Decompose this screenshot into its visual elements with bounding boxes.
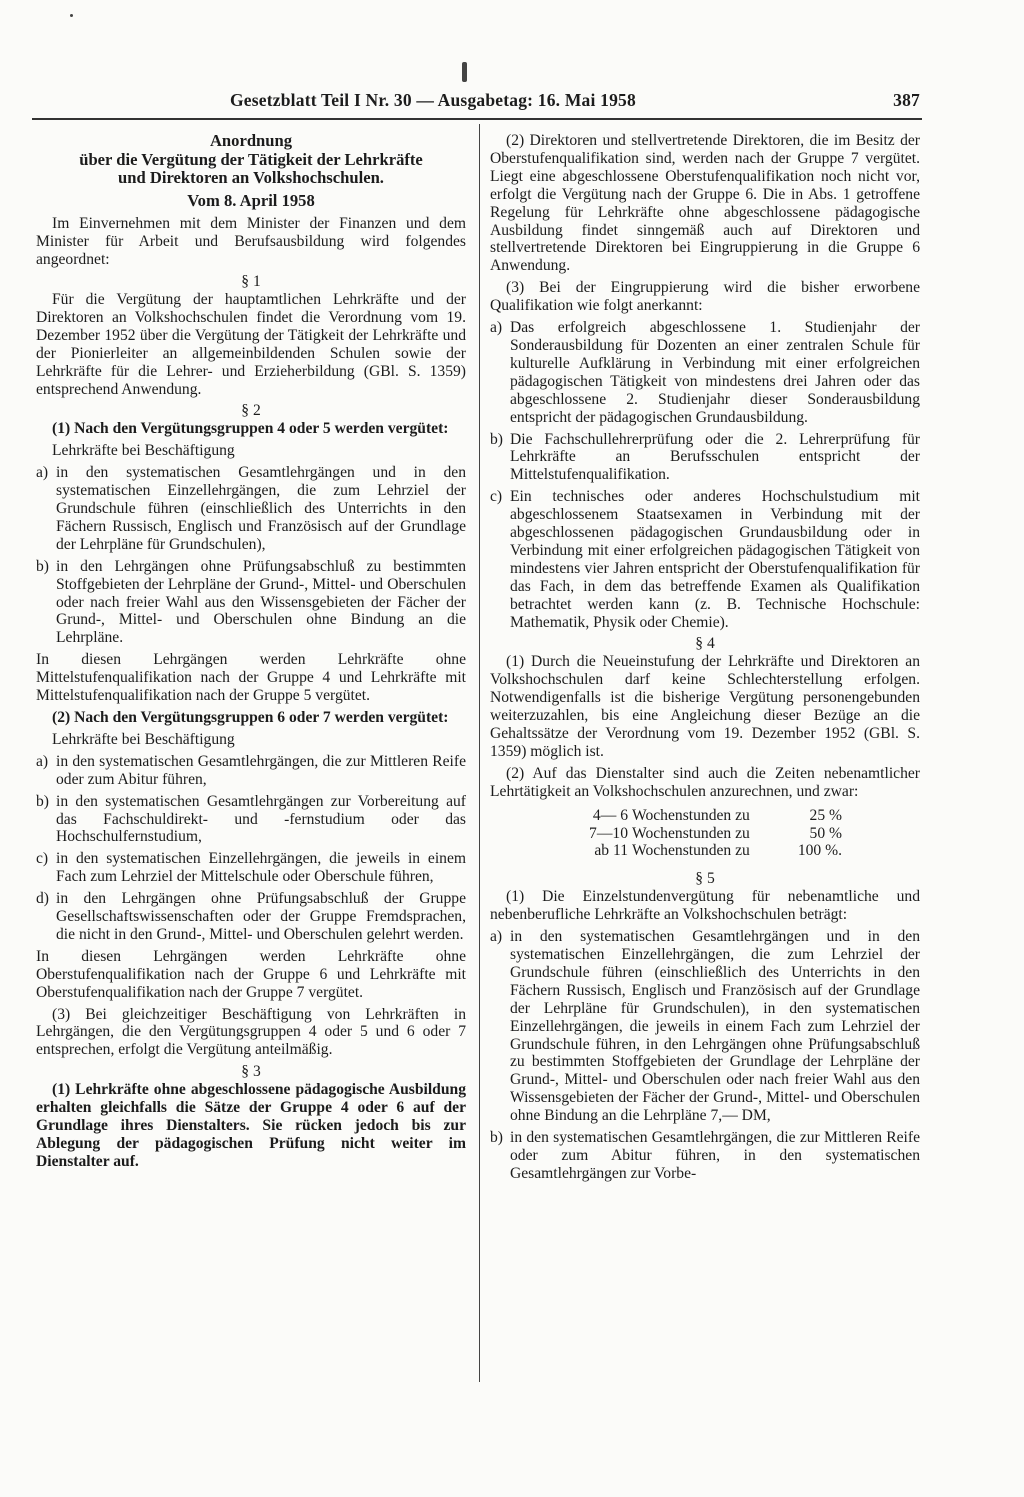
list-label: b)	[490, 1129, 503, 1147]
intro-paragraph: Im Einvernehmen mit dem Minister der Finanzen und dem Minister für Arbeit und Berufsausbildung wird folgendes angeordnet:	[36, 215, 466, 269]
list-text: in den systematischen Gesamtlehrgängen und in den systematischen Einzellehrgängen, die zum Lehrziel der Grundschule führen (einschließlich des Unterrichts in den Fächern Russisch, Englisch und Französisch auf der Grundlage der Lehrpläne für Grundschulen),	[56, 464, 466, 553]
section-5-heading: § 5	[695, 870, 715, 888]
list-label: a)	[36, 752, 49, 770]
section-1-heading: § 1	[241, 273, 261, 291]
list-label: c)	[490, 488, 503, 506]
section-2-1-heading: (1) Nach den Vergütungsgruppen 4 oder 5 werden vergütet:	[52, 420, 449, 438]
list-label: a)	[490, 928, 503, 946]
list-item	[490, 1129, 920, 1183]
list-text: in den systematischen Gesamtlehrgängen, die zur Mittleren Reife oder zum Abitur führen,	[56, 752, 466, 788]
section-3-1-text: (1) Lehrkräfte ohne abgeschlossene pädagogische Ausbildung erhalten gleichfalls die Sätze der Gruppe 4 oder 6 auf der Grundlage ihres Dienstalters. Sie rücken jedoch bis zur Ablegung der pädagogischen Prüfung nicht weiter im Dienstalter auf.	[36, 1081, 466, 1170]
list-label: a)	[36, 464, 49, 482]
section-3-3-heading: (3) Bei der Eingruppierung wird die bisher erworbene Qualifikation wie folgt anerkannt:	[490, 279, 920, 315]
table-row	[490, 807, 920, 825]
list-item	[490, 319, 920, 426]
table-cell: 4— 6	[592, 806, 628, 824]
print-speck	[70, 14, 73, 17]
page-header	[230, 90, 920, 114]
section-3-heading: § 3	[241, 1063, 261, 1081]
seniority-table	[490, 807, 920, 861]
list-item	[490, 431, 920, 485]
header-rule	[32, 118, 922, 120]
column-divider	[479, 124, 480, 1382]
document-date: Vom 8. April 1958	[187, 190, 315, 210]
list-label: d)	[36, 890, 49, 908]
section-2-heading: § 2	[241, 402, 261, 420]
list-label: c)	[36, 850, 49, 868]
section-2-2-subheading: Lehrkräfte bei Beschäftigung	[52, 730, 235, 748]
section-4-2-text: (2) Auf das Dienstalter sind auch die Zeiten nebenamtlicher Lehrtätigkeit an Volkshochschulen anzurechnen, und zwar:	[490, 764, 920, 800]
section-2-3-text: (3) Bei gleichzeitiger Beschäftigung von Lehrkräften in Lehrgängen, die den Vergütungsgruppen 4 oder 5 und 6 oder 7 entsprechen, erfolgt die Vergütung anteilmäßig.	[36, 1005, 466, 1059]
section-4-heading: § 4	[695, 635, 715, 653]
table-cell: Wochenstunden zu	[632, 824, 750, 842]
section-1-text: Für die Vergütung der hauptamtlichen Lehrkräfte und der Direktoren an Volkshochschulen findet die Verordnung vom 19. Dezember 1952 über die Vergütung der Tätigkeit der Lehrkräfte und der Pionierleiter an allgemeinbildenden Schulen sowie der Lehrkräfte für die Lehrer- und Erzieherbildung (GBl. S. 1359) entsprechend Anwendung.	[36, 291, 466, 398]
list-item	[36, 890, 466, 944]
table-cell: ab 11	[594, 842, 628, 860]
list-label: b)	[490, 430, 503, 448]
section-2-2-closing: In diesen Lehrgängen werden Lehrkräfte ohne Oberstufenqualifikation nach der Gruppe 6 und Lehrkräfte mit Oberstufenqualifikation nach der Gruppe 7 vergütet.	[36, 947, 466, 1001]
list-text: in den systematischen Gesamtlehrgängen und in den systematischen Einzellehrgängen, die zum Lehrziel der Grundschule führen (einschließlich des Unterrichts in den Fächern Russisch, Englisch und Französisch auf der Grundlage der Lehrpläne für Grundschulen), in den systematischen Einzellehrgängen, die jeweils in einem Fach zum Lehrziel der Grundschule führen, in den Lehrgängen ohne Prüfungsabschluß zu bestimmten Stoffgebieten der Grundlage der Lehrpläne der Grund-, Mittel- und Oberschulen oder nach freier Wahl aus den Wissensgebieten der Fächer der Grund-, Mittel- und Oberschulen ohne Bindung an die Lehrpläne 7,— DM,	[510, 928, 920, 1125]
list-text: Das erfolgreich abgeschlossene 1. Studienjahr der Sonderausbildung für Dozenten an einer zentralen Schule für kulturelle Aufklärung in Verbindung mit einer erfolgreichen pädagogischen Tätigkeit von mindestens drei Jahren oder das abgeschlossene 2. Studienjahr dieser Sonderausbildung entspricht der pädagogischen Grundausbildung.	[510, 319, 920, 426]
header-title: Gesetzblatt Teil I Nr. 30 — Ausgabetag: 16. Mai 1958	[230, 90, 636, 110]
section-2-1-subheading: Lehrkräfte bei Beschäftigung	[52, 442, 235, 460]
list-text: Ein technisches oder anderes Hochschulstudium mit abgeschlossenem Staatsexamen in Verbindung mit der abgeschlossenen pädagogischen Grundausbildung oder in Verbindung mit einer erfolgreichen pädagogischen Tätigkeit von mindestens vier Jahren entspricht der Oberstufenqualifikation für das Fach, in dem das betreffende Examen als Qualifikation betrachtet werden kann (z. B. Technische Hochschule: Mathematik, Physik oder Chemie).	[510, 488, 920, 631]
list-item	[36, 558, 466, 648]
list-text: in den Lehrgängen ohne Prüfungsabschluß der Gruppe Gesellschaftswissenschaften oder der Gruppe Fremdsprachen, die nicht in den Grund-, Mittel- und Oberschulen gelehrt werden.	[56, 890, 466, 943]
table-row	[490, 842, 920, 860]
title-line: Anordnung	[209, 131, 293, 150]
document-title	[36, 132, 466, 188]
section-4-1-text: (1) Durch die Neueinstufung der Lehrkräfte und Direktoren an Volkshochschulen darf keine Schlechterstellung erfolgen. Notwendigenfalls ist die bisherige Vergütung personengebunden weiterzuzahlen, bis eine Angleichung dieser Bezüge an die Gehaltssätze der Verordnung vom 19. Dezember 1952 (GBl. S. 1359) möglich ist.	[490, 653, 920, 760]
table-cell: 50 %	[809, 824, 842, 842]
list-text: in den Lehrgängen ohne Prüfungsabschluß zu bestimmten Stoffgebieten der Lehrpläne der Grund-, Mittel- und Oberschulen oder nach freier Wahl aus den Wissensgebieten der Fächer der Grund-, Mittel- und Oberschulen ohne Bindung an die Lehrpläne.	[56, 557, 466, 647]
list-item	[36, 464, 466, 554]
list-text: in den systematischen Gesamtlehrgängen zur Vorbereitung auf das Fachschuldirekt- und -fernstudium oder das Hochschulfernstudium,	[56, 792, 466, 846]
section-2-1-closing: In diesen Lehrgängen werden Lehrkräfte ohne Mittelstufenqualifikation nach der Gruppe 4 und Lehrkräfte mit Mittelstufenqualifikation nach der Gruppe 5 vergütet.	[36, 651, 466, 705]
table-cell: 25 %	[809, 806, 842, 824]
table-cell: 100 %.	[797, 842, 842, 860]
list-label: b)	[36, 557, 49, 575]
section-3-2-text: (2) Direktoren und stellvertretende Direktoren, die im Besitz der Oberstufenqualifikation sind, werden nach der Gruppe 7 vergütet. Liegt eine abgeschlossene Oberstufenqualifikation noch nicht vor, erfolgt die Vergütung nach der Gruppe 6. Die in Abs. 1 getroffene Regelung für Lehrkräfte ohne abgeschlossene pädagogische Ausbildung findet sinngemäß auch auf Direktoren und stellvertretende Direktoren bei Eingruppierung in die Gruppe 6 Anwendung.	[490, 132, 920, 275]
page-number: 387	[893, 90, 920, 110]
section-2-2-heading: (2) Nach den Vergütungsgruppen 6 oder 7 werden vergütet:	[52, 708, 449, 726]
table-cell: 7—10	[589, 824, 628, 842]
table-cell: Wochenstunden zu	[632, 806, 750, 824]
title-line: über die Vergütung der Tätigkeit der Lehrkräfte	[79, 149, 423, 169]
list-item	[36, 793, 466, 847]
section-5-1-heading: (1) Die Einzelstundenvergütung für nebenamtliche und nebenberufliche Lehrkräfte an Volkshochschulen beträgt:	[490, 888, 920, 924]
list-text: in den systematischen Gesamtlehrgängen, die zur Mittleren Reife oder zum Abitur führen, in den systematischen Gesamtlehrgängen zur Vorbe-	[510, 1129, 920, 1182]
list-label: b)	[36, 792, 49, 810]
list-item	[490, 488, 920, 631]
title-line: und Direktoren an Volkshochschulen.	[118, 168, 384, 187]
list-item	[36, 753, 466, 789]
list-text: in den systematischen Einzellehrgängen, die jeweils in einem Fach zum Lehrziel der Mittelschule oder Oberschule führen,	[56, 850, 466, 886]
list-item	[490, 928, 920, 1125]
left-column	[36, 132, 466, 1175]
print-speck	[462, 62, 467, 82]
list-item	[36, 850, 466, 886]
list-text: Die Fachschullehrerprüfung oder die 2. Lehrerprüfung für Lehrkräfte an Berufsschulen entspricht der Mittelstufenqualifikation.	[510, 430, 920, 484]
right-column	[490, 132, 920, 1187]
table-row	[490, 825, 920, 843]
list-label: a)	[490, 319, 503, 337]
table-cell: Wochenstunden zu	[632, 842, 750, 860]
